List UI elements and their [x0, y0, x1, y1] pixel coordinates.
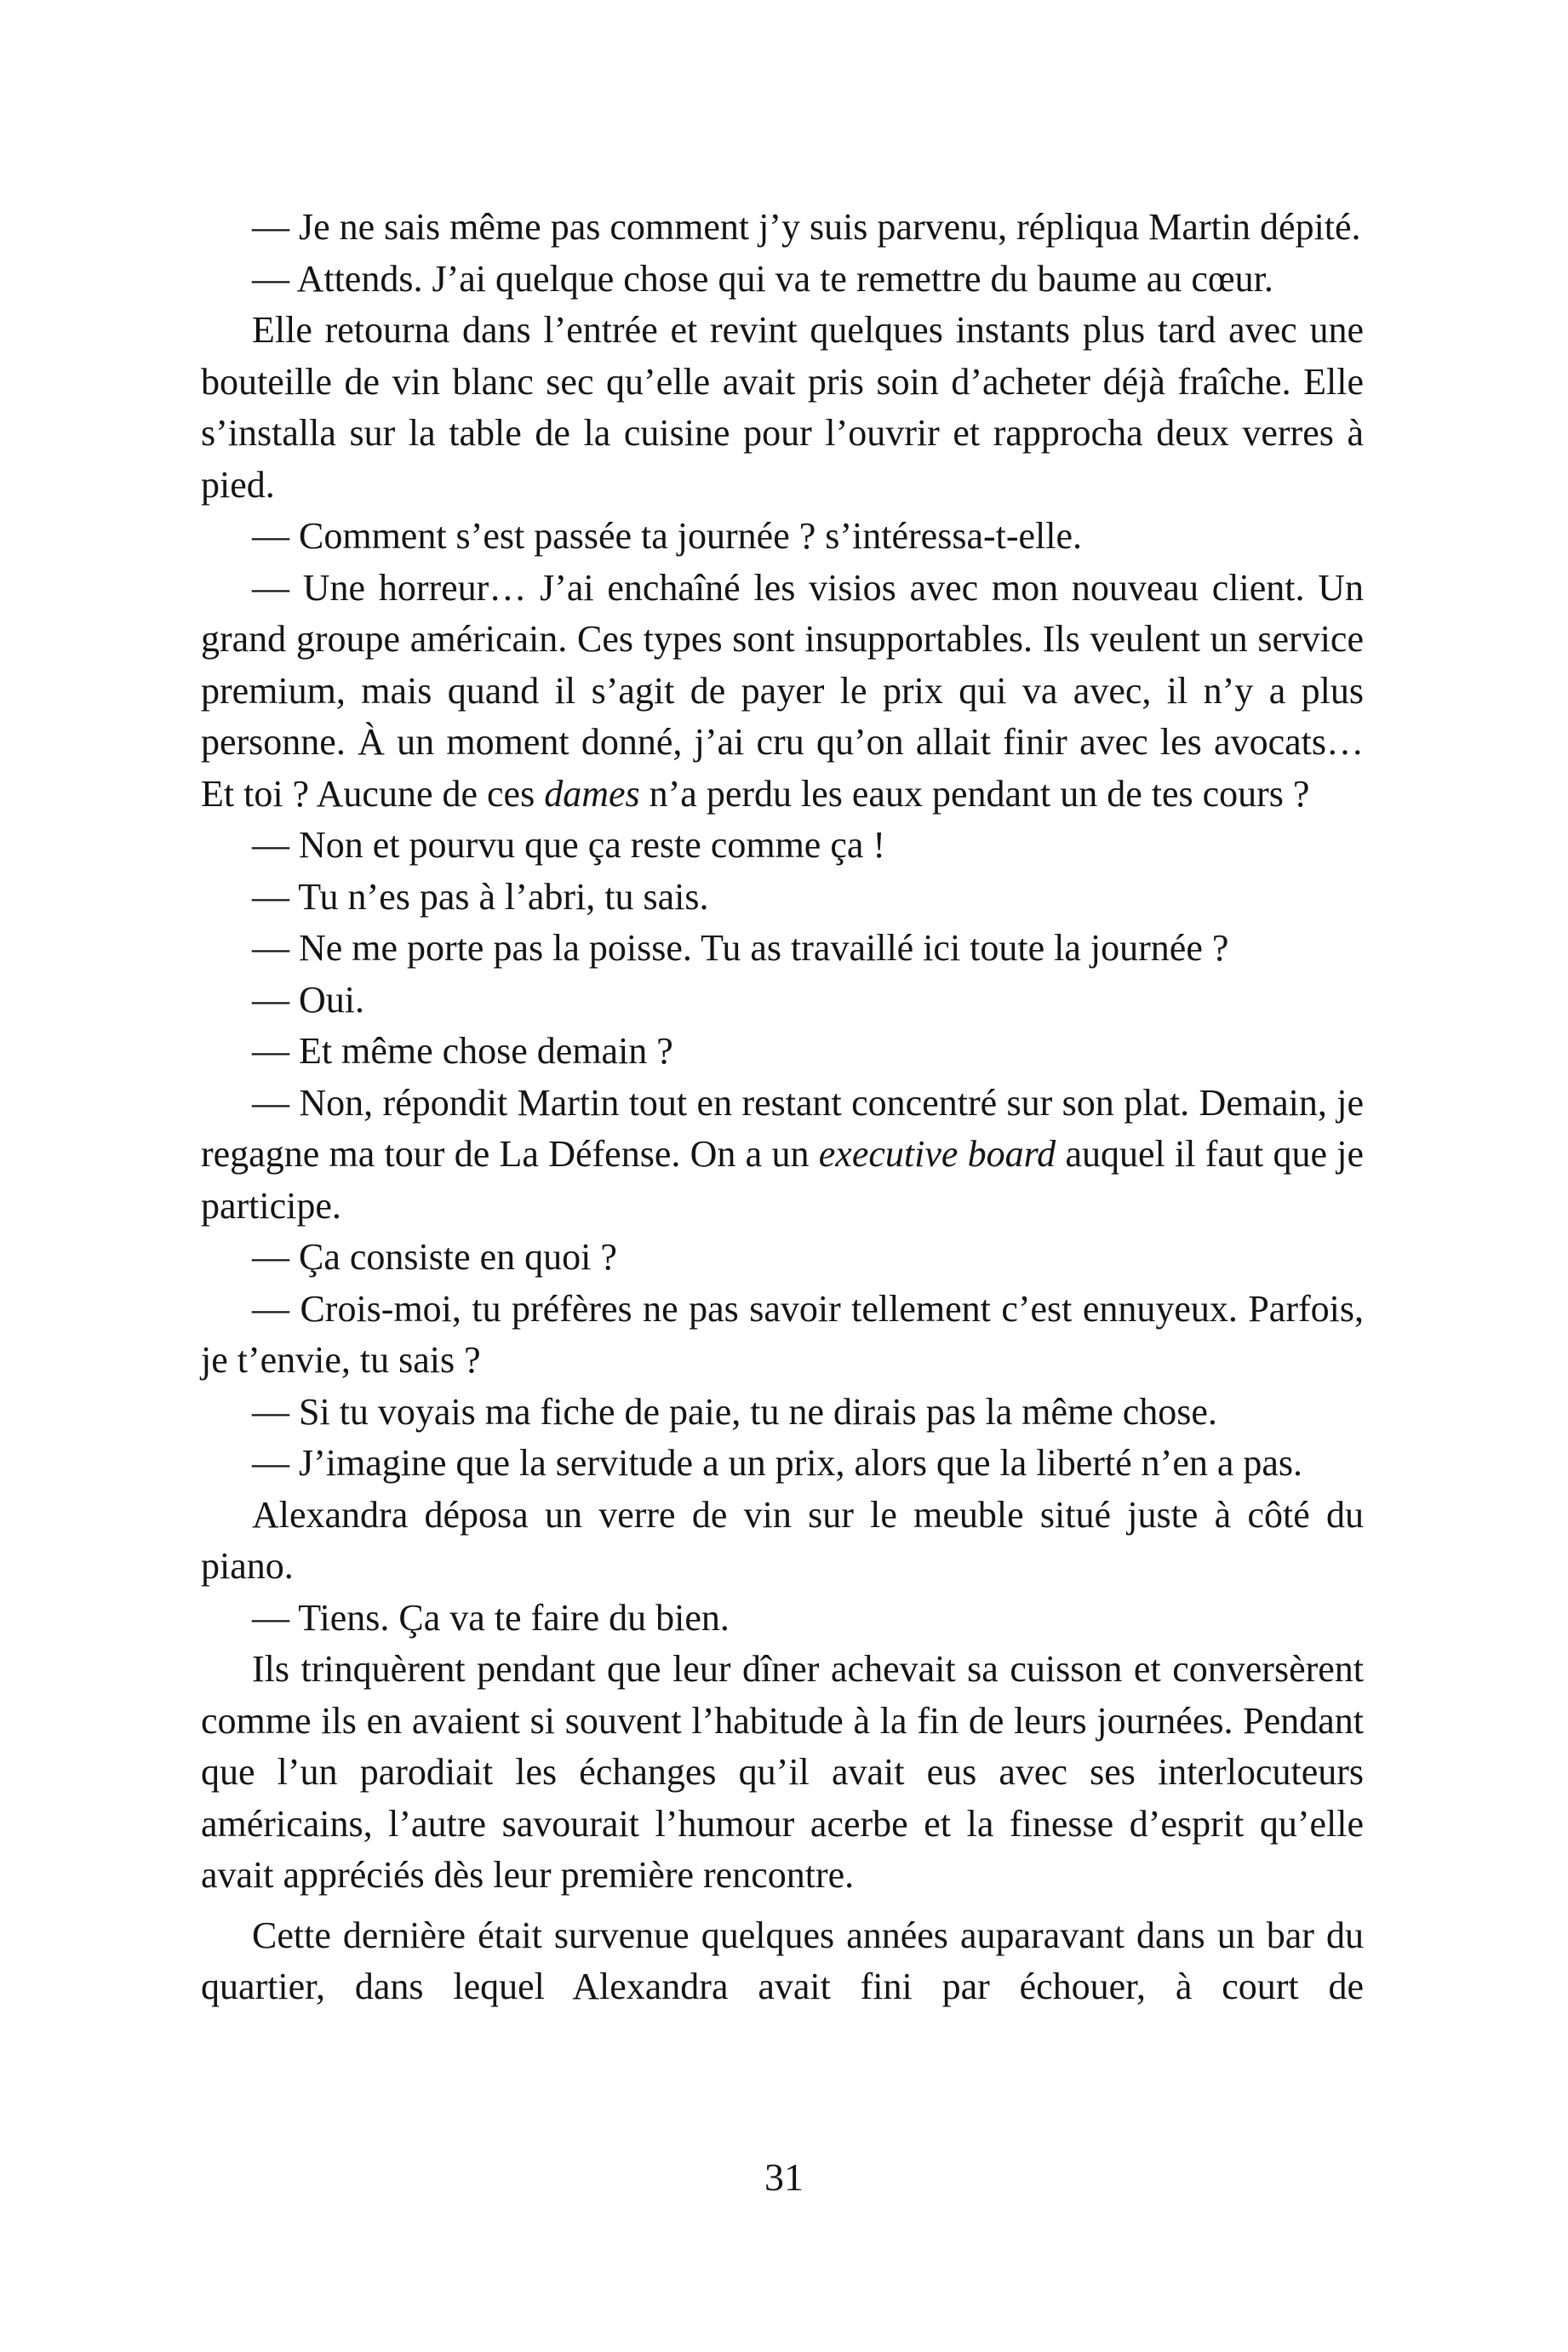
paragraph: — Comment s’est passée ta journée ? s’intéressa-t-elle. — [252, 515, 1083, 557]
paragraph: Elle retourna dans l’entrée et revint quelques instants plus tard avec une bouteille de vin blanc sec qu’elle avait pris soin d’acheter déjà fraîche. Elle s’installa sur la table de la cuisine pour l’ouvrir et rapprocha deux verres à pied. — [201, 309, 1364, 506]
paragraph: — Tu n’es pas à l’abri, tu sais. — [252, 875, 709, 918]
paragraph: — Non et pourvu que ça reste comme ça ! — [252, 824, 886, 866]
paragraph: — Une horreur… J’ai enchaîné les visios avec mon nouveau client. Un grand groupe américain. Ces types sont insupportables. Ils veulent un service premium, mais quand il s’agit de payer le prix qui va avec, il n’y a plus personne. À un moment donné, j’ai cru qu’on allait finir avec les avocats… Et toi ? Aucune de ces dames n’a perdu les eaux pendant un de tes cours ? — [201, 566, 1364, 815]
body-text — [201, 202, 1364, 2013]
paragraph: — Ça consiste en quoi ? — [252, 1236, 617, 1278]
paragraph: — Attends. J’ai quelque chose qui va te remettre du baume au cœur. — [252, 257, 1273, 300]
italic-text: dames — [544, 772, 640, 815]
paragraph: — Si tu voyais ma fiche de paie, tu ne dirais pas la même chose. — [252, 1390, 1217, 1433]
italic-text: executive board — [818, 1133, 1056, 1175]
paragraph: — Non, répondit Martin tout en restant concentré sur son plat. Demain, je regagne ma tour de La Défense. On a un executive board auquel il faut que je participe. — [201, 1081, 1365, 1227]
paragraph: — Je ne sais même pas comment j’y suis parvenu, répliqua Martin dépité. — [252, 206, 1361, 248]
paragraph: Ils trinquèrent pendant que leur dîner achevait sa cuisson et conversèrent comme ils en avaient si souvent l’habitude à la fin de leurs journées. Pendant que l’un parodiait les échanges qu’il avait eus avec ses interlocuteurs américains, l’autre savourait l’humour acerbe et la finesse d’esprit qu’elle avait appréciés dès leur première rencontre. — [201, 1648, 1364, 1896]
page-number: 31 — [764, 2155, 804, 2199]
paragraph: — Tiens. Ça va te faire du bien. — [252, 1596, 730, 1639]
paragraph: — Oui. — [252, 978, 364, 1021]
paragraph: Cette dernière était survenue quelques années auparavant dans un bar du quartier, dans lequel Alexandra avait fini par échouer, à court de — [201, 1914, 1364, 2007]
paragraph: — Et même chose demain ? — [252, 1030, 673, 1072]
paragraph: Alexandra déposa un verre de vin sur le meuble situé juste à côté du piano. — [201, 1493, 1364, 1587]
paragraph: — Crois-moi, tu préfères ne pas savoir tellement c’est ennuyeux. Parfois, je t’envie, tu sais ? — [201, 1287, 1364, 1381]
paragraph: — J’imagine que la servitude a un prix, alors que la liberté n’en a pas. — [252, 1442, 1303, 1484]
paragraph: — Ne me porte pas la poisse. Tu as travaillé ici toute la journée ? — [252, 927, 1229, 969]
